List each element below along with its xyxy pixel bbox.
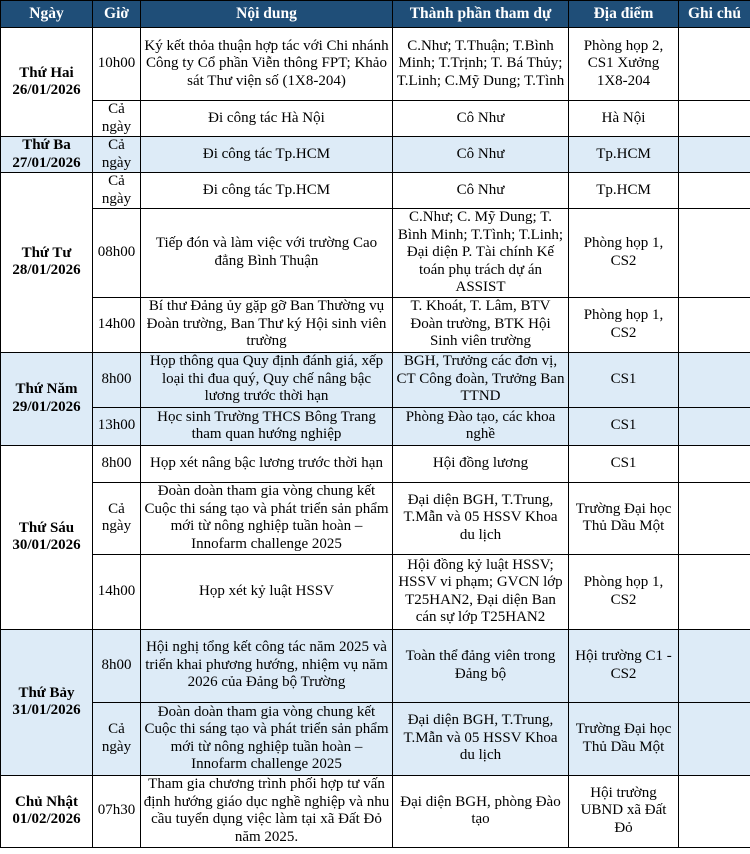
location-cell: Trường Đại học Thủ Dầu Một <box>569 702 679 775</box>
time-cell: Cả ngày <box>93 137 141 173</box>
table-row <box>1 775 750 847</box>
time-cell: Cả ngày <box>93 702 141 775</box>
date-label: 30/01/2026 <box>12 537 81 553</box>
content-cell: Đi công tác Tp.HCM <box>141 137 393 173</box>
time-cell: Cả ngày <box>93 482 141 554</box>
participants-cell: Đại diện BGH, phòng Đào tạo <box>393 775 569 847</box>
content-cell: Đoàn doàn tham gia vòng chung kết Cuộc thi sáng tạo và phát triển sản phẩm mới từ nông nghiệp tuần hoàn – Innofarm challenge 2025 <box>141 702 393 775</box>
participants-cell: Toàn thể đảng viên trong Đảng bộ <box>393 629 569 702</box>
note-cell <box>679 28 750 101</box>
header-participants: Thành phần tham dự <box>393 1 569 28</box>
content-cell: Bí thư Đảng ủy gặp gỡ Ban Thường vụ Đoàn trường, Ban Thư ký Hội sinh viên trường <box>141 297 393 352</box>
table-row <box>1 297 750 352</box>
time-cell: 8h00 <box>93 352 141 407</box>
table-row <box>1 173 750 209</box>
content-cell: Đi công tác Hà Nội <box>141 101 393 137</box>
location-cell: Hội trường C1 - CS2 <box>569 629 679 702</box>
location-cell: CS1 <box>569 352 679 407</box>
location-cell: Phòng họp 1, CS2 <box>569 554 679 629</box>
content-cell: Họp thông qua Quy định đánh giá, xếp loại thi đua quý, Quy chế nâng bậc lương trước thời hạn <box>141 352 393 407</box>
date-label: 27/01/2026 <box>12 154 81 171</box>
location-cell: Hà Nội <box>569 101 679 137</box>
participants-cell: C.Như; T.Thuận; T.Bình Minh; T.Trịnh; T. Bá Thủy; T.Linh; C.Mỹ Dung; T.Tình <box>393 28 569 101</box>
participants-cell: Cô Như <box>393 101 569 137</box>
weekday-label: Thứ Bảy <box>18 684 75 701</box>
header-content: Nội dung <box>141 1 393 28</box>
content-cell: Tham gia chương trình phối hợp tư vấn định hướng giáo dục nghề nghiệp và nhu cầu tuyển dụng việc làm tại xã Đất Đỏ năm 2025. <box>141 775 393 847</box>
content-cell: Tiếp đón và làm việc với trường Cao đẳng Bình Thuận <box>141 209 393 298</box>
content-cell: Học sinh Trường THCS Bông Trang tham quan hướng nghiệp <box>141 407 393 445</box>
content-cell: Đi công tác Tp.HCM <box>141 173 393 209</box>
date-label: 01/02/2026 <box>12 811 81 827</box>
header-time: Giờ <box>93 1 141 28</box>
location-cell: Tp.HCM <box>569 137 679 173</box>
participants-cell: BGH, Trưởng các đơn vị, CT Công đoàn, Trưởng Ban TTND <box>393 352 569 407</box>
content-cell: Họp xét kỷ luật HSSV <box>141 554 393 629</box>
table-row <box>1 101 750 137</box>
participants-cell: Phòng Đào tạo, các khoa nghề <box>393 407 569 445</box>
time-cell: Cả ngày <box>93 173 141 209</box>
note-cell <box>679 173 750 209</box>
location-cell: Phòng họp 1, CS2 <box>569 209 679 298</box>
table-row <box>1 352 750 407</box>
time-cell: 13h00 <box>93 407 141 445</box>
note-cell <box>679 629 750 702</box>
day-cell <box>1 137 93 173</box>
table-row <box>1 554 750 629</box>
location-cell: Tp.HCM <box>569 173 679 209</box>
participants-cell: Đại diện BGH, T.Trung, T.Mẫn và 05 HSSV Khoa du lịch <box>393 702 569 775</box>
time-cell: 8h00 <box>93 629 141 702</box>
time-cell: 10h00 <box>93 28 141 101</box>
participants-cell: Đại diện BGH, T.Trung, T.Mẫn và 05 HSSV Khoa du lịch <box>393 482 569 554</box>
header-row <box>1 1 750 28</box>
header-location: Địa điểm <box>569 1 679 28</box>
note-cell <box>679 137 750 173</box>
note-cell <box>679 352 750 407</box>
table-row <box>1 702 750 775</box>
participants-cell: Cô Như <box>393 173 569 209</box>
location-cell: Phòng họp 1, CS2 <box>569 297 679 352</box>
table-row <box>1 209 750 298</box>
location-cell: CS1 <box>569 407 679 445</box>
time-cell: 14h00 <box>93 297 141 352</box>
location-cell: Trường Đại học Thủ Dầu Một <box>569 482 679 554</box>
participants-cell: T. Khoát, T. Lâm, BTV Đoàn trường, BTK Hội Sinh viên trường <box>393 297 569 352</box>
day-cell <box>1 445 93 629</box>
weekday-label: Thứ Tư <box>21 244 72 261</box>
table-row <box>1 28 750 101</box>
weekday-label: Thứ Hai <box>19 64 74 81</box>
table-row <box>1 445 750 482</box>
location-cell: Hội trường UBND xã Đất Đỏ <box>569 775 679 847</box>
participants-cell: Hội đồng kỷ luật HSSV; HSSV vi phạm; GVCN lớp T25HAN2, Đại diện Ban cán sự lớp T25HAN2 <box>393 554 569 629</box>
participants-cell: Hội đồng lương <box>393 445 569 482</box>
date-label: 28/01/2026 <box>12 262 81 279</box>
day-cell <box>1 629 93 775</box>
participants-cell: Cô Như <box>393 137 569 173</box>
table-row <box>1 137 750 173</box>
table-row <box>1 407 750 445</box>
day-cell <box>1 352 93 445</box>
time-cell: 8h00 <box>93 445 141 482</box>
content-cell: Đoàn doàn tham gia vòng chung kết Cuộc thi sáng tạo và phát triển sản phẩm mới từ nông nghiệp tuần hoàn – Innofarm challenge 2025 <box>141 482 393 554</box>
note-cell <box>679 407 750 445</box>
header-day: Ngày <box>1 1 93 28</box>
note-cell <box>679 482 750 554</box>
table-row <box>1 629 750 702</box>
note-cell <box>679 445 750 482</box>
note-cell <box>679 209 750 298</box>
date-label: 29/01/2026 <box>12 398 81 415</box>
date-label: 26/01/2026 <box>12 82 81 98</box>
weekday-label: Thứ Năm <box>15 381 78 397</box>
note-cell <box>679 702 750 775</box>
weekday-label: Thứ Sáu <box>18 519 75 536</box>
location-cell: Phòng họp 2, CS1 Xưởng 1X8-204 <box>569 28 679 101</box>
location-cell: CS1 <box>569 445 679 482</box>
time-cell: Cả ngày <box>93 101 141 137</box>
time-cell: 07h30 <box>93 775 141 847</box>
note-cell <box>679 775 750 847</box>
content-cell: Hội nghị tổng kết công tác năm 2025 và triển khai phương hướng, nhiệm vụ năm 2026 của Đảng bộ Trường <box>141 629 393 702</box>
day-cell <box>1 28 93 137</box>
participants-cell: C.Như; C. Mỹ Dung; T. Bình Minh; T.Tình; T.Linh; Đại diện P. Tài chính Kế toán phụ trách dự án ASSIST <box>393 209 569 298</box>
day-cell <box>1 775 93 847</box>
note-cell <box>679 297 750 352</box>
header-note: Ghi chú <box>679 1 750 28</box>
weekday-label: Thứ Ba <box>22 137 71 153</box>
weekday-label: Chủ Nhật <box>15 793 78 810</box>
time-cell: 14h00 <box>93 554 141 629</box>
content-cell: Ký kết thỏa thuận hợp tác với Chi nhánh Công ty Cổ phần Viễn thông FPT; Khảo sát Thư viện số (1X8-204) <box>141 28 393 101</box>
table-row <box>1 482 750 554</box>
date-label: 31/01/2026 <box>12 702 81 718</box>
day-cell <box>1 173 93 353</box>
time-cell: 08h00 <box>93 209 141 298</box>
note-cell <box>679 554 750 629</box>
content-cell: Họp xét nâng bậc lương trước thời hạn <box>141 445 393 482</box>
note-cell <box>679 101 750 137</box>
